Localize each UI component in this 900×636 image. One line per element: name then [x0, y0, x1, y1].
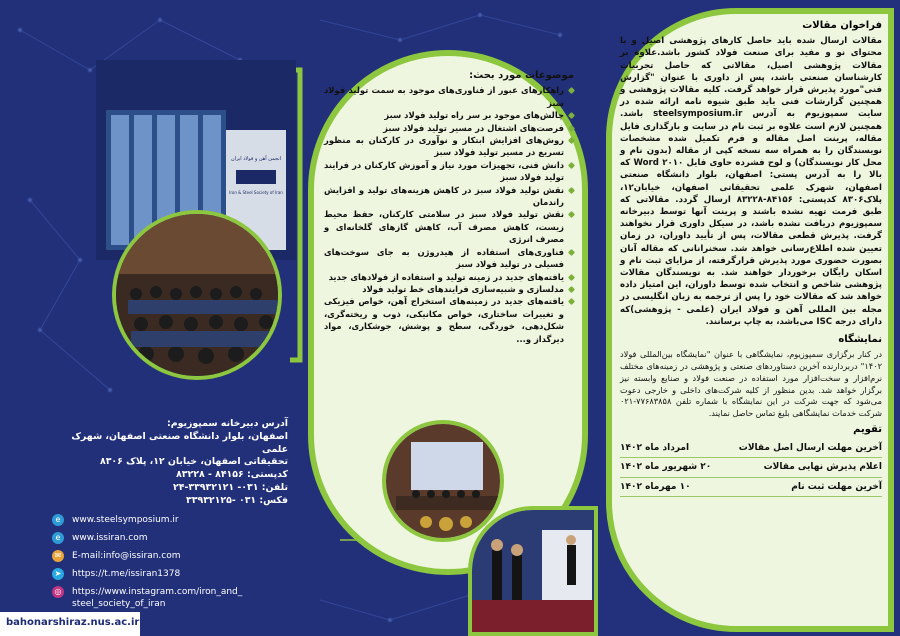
topic-item: مدلسازی و شبیه‌سازی فرایندهای خط تولید فولاد: [324, 283, 564, 295]
topic-item: روش‌های افزایش ابتکار و نوآوری در کارکنان به منظور تسریع در مسیر تولید فولاد سبز: [324, 135, 564, 158]
topics-list: [324, 84, 574, 345]
phone-number: ۰۳۱- ۳۳۹۳۲۱۲۱-۲۴: [172, 481, 259, 493]
calendar-row: [620, 458, 882, 477]
address-line-1: اصفهان، بلوار دانشگاه صنعتی اصفهان، شهرک علمی: [71, 430, 288, 455]
postal-code: ۸۴۱۵۶ - ۸۳۲۲۸: [176, 469, 244, 481]
link-row[interactable]: [52, 532, 282, 544]
calendar-label: آخرین مهلت ثبت نام: [791, 481, 882, 492]
exhibition-illustration: [472, 510, 598, 636]
postal-label: کدپستی:: [247, 469, 288, 481]
calendar-label: آخرین مهلت ارسال اصل مقالات: [738, 443, 882, 454]
exhibition-photo: [468, 506, 598, 636]
link-row[interactable]: [52, 514, 282, 526]
link-instagram-cont: steel_society_of_iran: [72, 599, 166, 609]
telegram-icon: ➤: [52, 568, 64, 580]
fax-row: [48, 495, 288, 508]
link-steelsymposium[interactable]: www.steelsymposium.ir: [72, 515, 179, 525]
topic-item: فرصت‌های اشتغال در مسیر تولید فولاد سبز: [324, 122, 564, 134]
calendar-row: [620, 478, 882, 497]
contact-links: [52, 514, 282, 616]
topic-item: فناوری‌های استفاده از هیدروژن به جای سوخت‌های فسیلی در تولید فولاد سبز: [324, 246, 564, 270]
phone-row: [48, 482, 288, 495]
building-sign-en: Iron & Steel Society of Iran: [229, 190, 283, 195]
calendar-label: اعلام پذیرش نهایی مقالات: [763, 462, 882, 473]
fax-label: فکس:: [259, 494, 288, 506]
building-sign-fa: انجمن آهن و فولاد ایران: [231, 156, 281, 162]
link-row[interactable]: [52, 568, 282, 580]
link-issiran[interactable]: www.issiran.com: [72, 533, 148, 543]
calendar-title: تقویم: [853, 424, 882, 436]
audience-illustration: [116, 214, 282, 380]
stage-photo: [382, 420, 504, 542]
footer-watermark: [0, 612, 140, 636]
topic-item: چالش‌های موجود بر سر راه تولید فولاد سبز: [324, 109, 564, 121]
topic-item: یافته‌های جدید در زمینه‌های استخراج آهن، خواص فیزیکی و تغییرات ساختاری، خواص مکانیکی، ذوب و ریخته‌گری، شکل‌دهی، خوردگی، سطح و پوشش، جوشکاری، مواد دیرگداز و...: [324, 296, 564, 344]
footer-url: bahonarshiraz.nus.ac.ir: [6, 617, 140, 628]
secretariat-address: [48, 418, 288, 508]
link-row[interactable]: [52, 550, 282, 562]
email-icon: ✉: [52, 550, 64, 562]
topic-item: یافته‌های جدید در زمینه تولید و استفاده از فولادهای جدید: [324, 271, 564, 283]
calendar-row: [620, 439, 882, 458]
link-telegram[interactable]: https://t.me/issiran1378: [72, 569, 181, 579]
address-line-2: تحقیقاتی اصفهان، خیابان ۱۲، پلاک ۸۳۰۶: [99, 456, 288, 468]
calendar-date: ۱۰ مهرماه ۱۴۰۲: [620, 481, 691, 492]
postal-row: [48, 469, 288, 482]
address-title: آدرس دبیرخانه سمپوزیوم:: [167, 418, 288, 429]
calendar-table: [620, 439, 882, 497]
call-title: فراخوان مقالات: [802, 20, 882, 31]
call-section: [620, 20, 882, 497]
instagram-icon: ◎: [52, 586, 64, 598]
web-icon: e: [52, 532, 64, 544]
topic-item: نقش تولید فولاد سبز در سلامتی کارکنان، حفظ محیط زیست، کاهش مصرف آب، کاهش گازهای گلخانه‌ای و مصرف انرژی: [324, 209, 564, 245]
call-body: مقالات ارسال شده باید حاصل کارهای پژوهشی اصیل و با محتوای نو و مفید برای صنعت فولاد کشور باشد.علاوه بر مقالات پژوهشی اصیل، مقالاتی که حاصل تجربیات کارشناسان صنعتی باشد، پس از داوری با عنوان "گزارش فنی"مورد پذیرش قرار خواهد گرفت. کلیه مقالات پژوهشی و همچنین گزارشات فنی باید طبق شیوه نامه ارائه شده در سایت سمپوزیوم به آدرس steelsymposium.ir باشد. همچنین لازم است علاوه بر ثبت نام در سایت و بارگذاری فایل مقاله، پرینت اصل مقاله و فرم تکمیل شده مشخصات نویسندگان را به همراه سه نسخه کپی از مقاله (بدون نام و محل کار نویسندگان) و لوح فشرده حاوی فایل Word ۲۰۱۰ که بالا را به آدرس پستی: اصفهان، بلوار دانشگاه صنعتی اصفهان، شهرک علمی تحقیقاتی اصفهان، خیابان۱۲، پلاک۸۳۰۶ کدپستی: ۸۴۱۵۶-۸۳۲۲۸ ارسال گردد. مقالاتی که طبق فرمت تهیه نشده باشند و پرینت آنها توسط دبیرخانه سمپوزیوم دریافت نشده باشد، در سیکل داوری قرار نخواهند گرفت. پذیرش قطعی مقالات، پس از تأیید داوران، در زمان تعیین شده اطلاع‌رسانی خواهد شد. سخنرانانی که مقاله آنان بصورت حضوری مورد پذیرش قرارگرفته، از مزایای ثبت نام و اسکان رایگان برخوردار خواهند شد. به نویسندگان مقالات پژوهشی شاخص و انتخاب شده توسط داوران، این امتیاز داده خواهد شد که مقالات خود را پس از ترجمه به زبان انگلیسی در مجله بین المللی آهن و فولاد ایران (علمی - پژوهشی)که دارای درجه ISC می‌باشد، به چاپ برسانند.: [620, 36, 882, 327]
exhibition-body: در کنار برگزاری سمپوزیوم، نمایشگاهی با عنوان "نمایشگاه بین‌المللی فولاد ۱۴۰۲" دربردارنده آخرین دستاوردهای صنعتی و پژوهشی در زمینه‌های مختلف نرم‌افزار و سخت‌افزار مورد استفاده در صنعت فولاد و صنایع وابسته نیز برگزار خواهد شد. بدین منظور از کلیه شرکت‌های داخلی و خارجی دعوت می‌شود که جهت شرکت در این نمایشگاه با شماره تلفن ۷۷۶۸۳۸۵۸-۰۲۱ شرکت خدمات نمایشگاهی بلیغ تماس حاصل نمایند.: [620, 349, 882, 419]
link-row-cont: [52, 598, 282, 610]
topics-section: [324, 70, 574, 345]
fax-number: ۰۳۱ -۳۳۹۳۲۱۲۵: [186, 494, 257, 506]
conference-hall-photo: [112, 210, 282, 380]
topic-item: راهکارهای عبور از فناوری‌های موجود به سمت تولید فولاد سبز: [324, 85, 564, 108]
exhibition-title: نمایشگاه: [838, 334, 882, 346]
phone-label: تلفن:: [261, 481, 288, 493]
web-icon: e: [52, 514, 64, 526]
topics-title: موضوعات مورد بحث:: [469, 70, 574, 81]
calendar-date: امرداد ماه ۱۴۰۲: [620, 443, 690, 454]
topic-item: نقش تولید فولاد سبز در کاهش هزینه‌های تولید و افزایش راندمان: [324, 184, 564, 208]
link-row[interactable]: [52, 586, 282, 598]
topic-item: دانش فنی، تجهیزات مورد نیاز و آموزش کارکنان در فرایند تولید فولاد سبز: [324, 159, 564, 183]
link-email[interactable]: E-mail:info@issiran.com: [72, 551, 181, 561]
calendar-date: ۲۰ شهریور ماه ۱۴۰۲: [620, 462, 712, 473]
link-instagram[interactable]: https://www.instagram.com/iron_and_: [72, 587, 243, 597]
